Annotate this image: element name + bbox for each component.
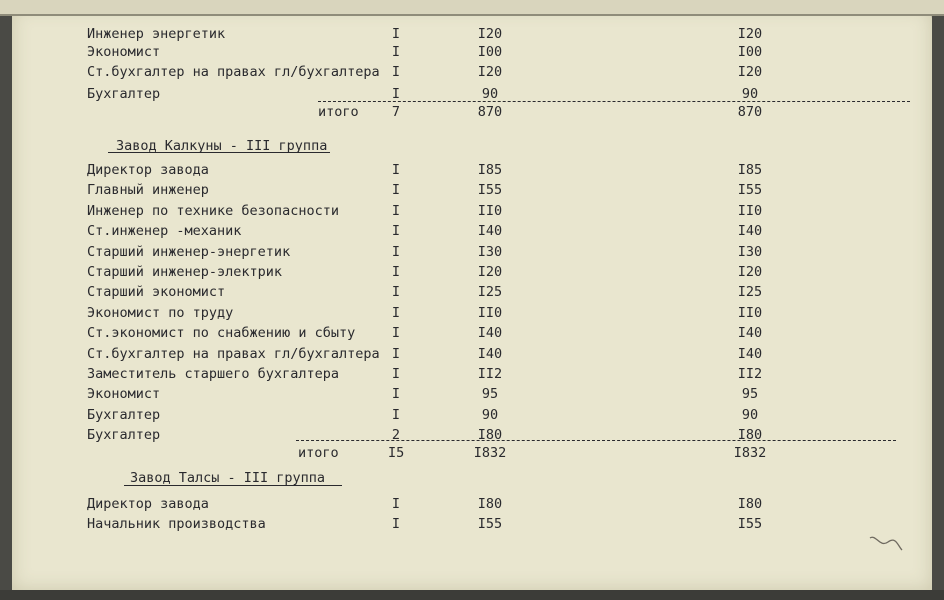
section-heading: Завод Калкуны - III группа [116,138,328,154]
salary-value-2: I55 [737,516,763,532]
salary-value-2: I25 [737,284,763,301]
salary-value: I85 [477,162,503,178]
salary-value: I40 [477,223,503,240]
position-name: Старший инженер-электрик [87,264,283,280]
salary-value-2: II0 [737,304,763,321]
staff-count: I [391,223,401,240]
total-value: 870 [477,104,503,120]
salary-value-2: I80 [737,427,763,444]
staff-count: I [391,182,401,199]
salary-value: I55 [477,182,503,199]
table-row [0,24,944,44]
salary-value: I40 [477,325,503,342]
salary-value-2: I85 [737,162,763,178]
table-row [0,242,944,262]
total-count: 7 [391,104,401,120]
salary-value-2: 90 [741,86,759,102]
salary-value-2: I20 [737,264,763,280]
position-name: Заместитель старшего бухгалтера [87,366,339,382]
pencil-mark-icon [866,530,906,554]
table-row [0,364,944,384]
staff-count: I [391,325,401,342]
staff-count: I [391,264,401,280]
salary-value-2: 95 [741,386,759,403]
total-value-2: 870 [737,104,763,120]
staff-count: I [391,345,401,362]
salary-value: II0 [477,304,503,321]
salary-value: I20 [477,26,503,42]
table-row [0,405,944,425]
position-name: Бухгалтер [87,406,161,423]
position-name: Старший инженер-энергетик [87,243,291,260]
salary-value-2: I20 [737,64,763,80]
position-name: Ст.бухгалтер на правах гл/бухгалтера [87,345,380,362]
position-name: Бухгалтер [87,86,161,102]
salary-value-2: I40 [737,325,763,342]
table-row [0,62,944,82]
staff-count: I [391,64,401,80]
position-name: Ст.экономист по снабжению и сбыту [87,325,356,342]
staff-count: I [391,26,401,42]
position-name: Ст.инженер -механик [87,223,242,240]
heading-underline [108,152,330,153]
staff-count: I [391,366,401,382]
section-heading: Завод Талсы - III группа [130,470,326,486]
position-name: Директор завода [87,496,209,512]
table-row [0,221,944,241]
salary-value: I55 [477,516,503,532]
staff-count: I [391,304,401,321]
position-name: Бухгалтер [87,427,161,444]
position-name: Директор завода [87,162,209,178]
position-name: Экономист по труду [87,304,234,321]
total-count: I5 [388,445,405,461]
table-row [0,201,944,221]
page-fold-edge [0,0,944,16]
position-name: Инженер энергетик [87,26,226,42]
position-name: Экономист [87,44,161,60]
salary-value: I30 [477,243,503,260]
total-divider [296,440,896,441]
salary-value-2: I30 [737,243,763,260]
staff-count: I [391,86,401,102]
staff-count: I [391,202,401,219]
position-name: Главный инженер [87,182,209,199]
position-name: Экономист [87,386,161,403]
staff-count: I [391,44,401,60]
position-name: Старший экономист [87,284,226,301]
total-label: итого [298,445,339,461]
table-row [0,262,944,282]
salary-value: I40 [477,345,503,362]
staff-count: I [391,162,401,178]
salary-value-2: II2 [737,366,763,382]
salary-value: II0 [477,202,503,219]
page-bottom-edge [0,590,944,600]
position-name: Ст.бухгалтер на правах гл/бухгалтера [87,64,380,80]
total-value-2: I832 [733,445,767,461]
salary-value: I20 [477,64,503,80]
salary-value: I25 [477,284,503,301]
table-row [0,180,944,200]
salary-value: I00 [477,44,503,60]
staff-count: I [391,496,401,512]
salary-value: 90 [481,86,499,102]
salary-value: I80 [477,496,503,512]
table-row [0,323,944,343]
total-label: итого [318,104,359,120]
position-name: Инженер по технике безопасности [87,202,339,219]
salary-value-2: I55 [737,182,763,199]
position-name: Начальник производства [87,516,266,532]
staff-count: I [391,516,401,532]
total-value: I832 [473,445,507,461]
salary-value: I80 [477,427,503,444]
total-row [0,443,944,463]
table-row [0,42,944,62]
table-row [0,514,944,534]
salary-value-2: I40 [737,223,763,240]
table-row [0,384,944,404]
salary-value-2: I80 [737,496,763,512]
heading-underline [124,485,342,486]
salary-value-2: I00 [737,44,763,60]
salary-value: I20 [477,264,503,280]
salary-value: II2 [477,366,503,382]
total-row [0,102,944,122]
salary-value-2: I20 [737,26,763,42]
staff-count: I [391,406,401,423]
salary-value: 90 [481,406,499,423]
table-row [0,303,944,323]
salary-value-2: I40 [737,345,763,362]
table-row [0,282,944,302]
salary-value-2: II0 [737,202,763,219]
staff-count: I [391,243,401,260]
table-row [0,344,944,364]
staff-count: 2 [391,427,401,444]
table-row [0,494,944,514]
staff-count: I [391,386,401,403]
salary-value-2: 90 [741,406,759,423]
table-row [0,160,944,180]
staff-count: I [391,284,401,301]
salary-value: 95 [481,386,499,403]
